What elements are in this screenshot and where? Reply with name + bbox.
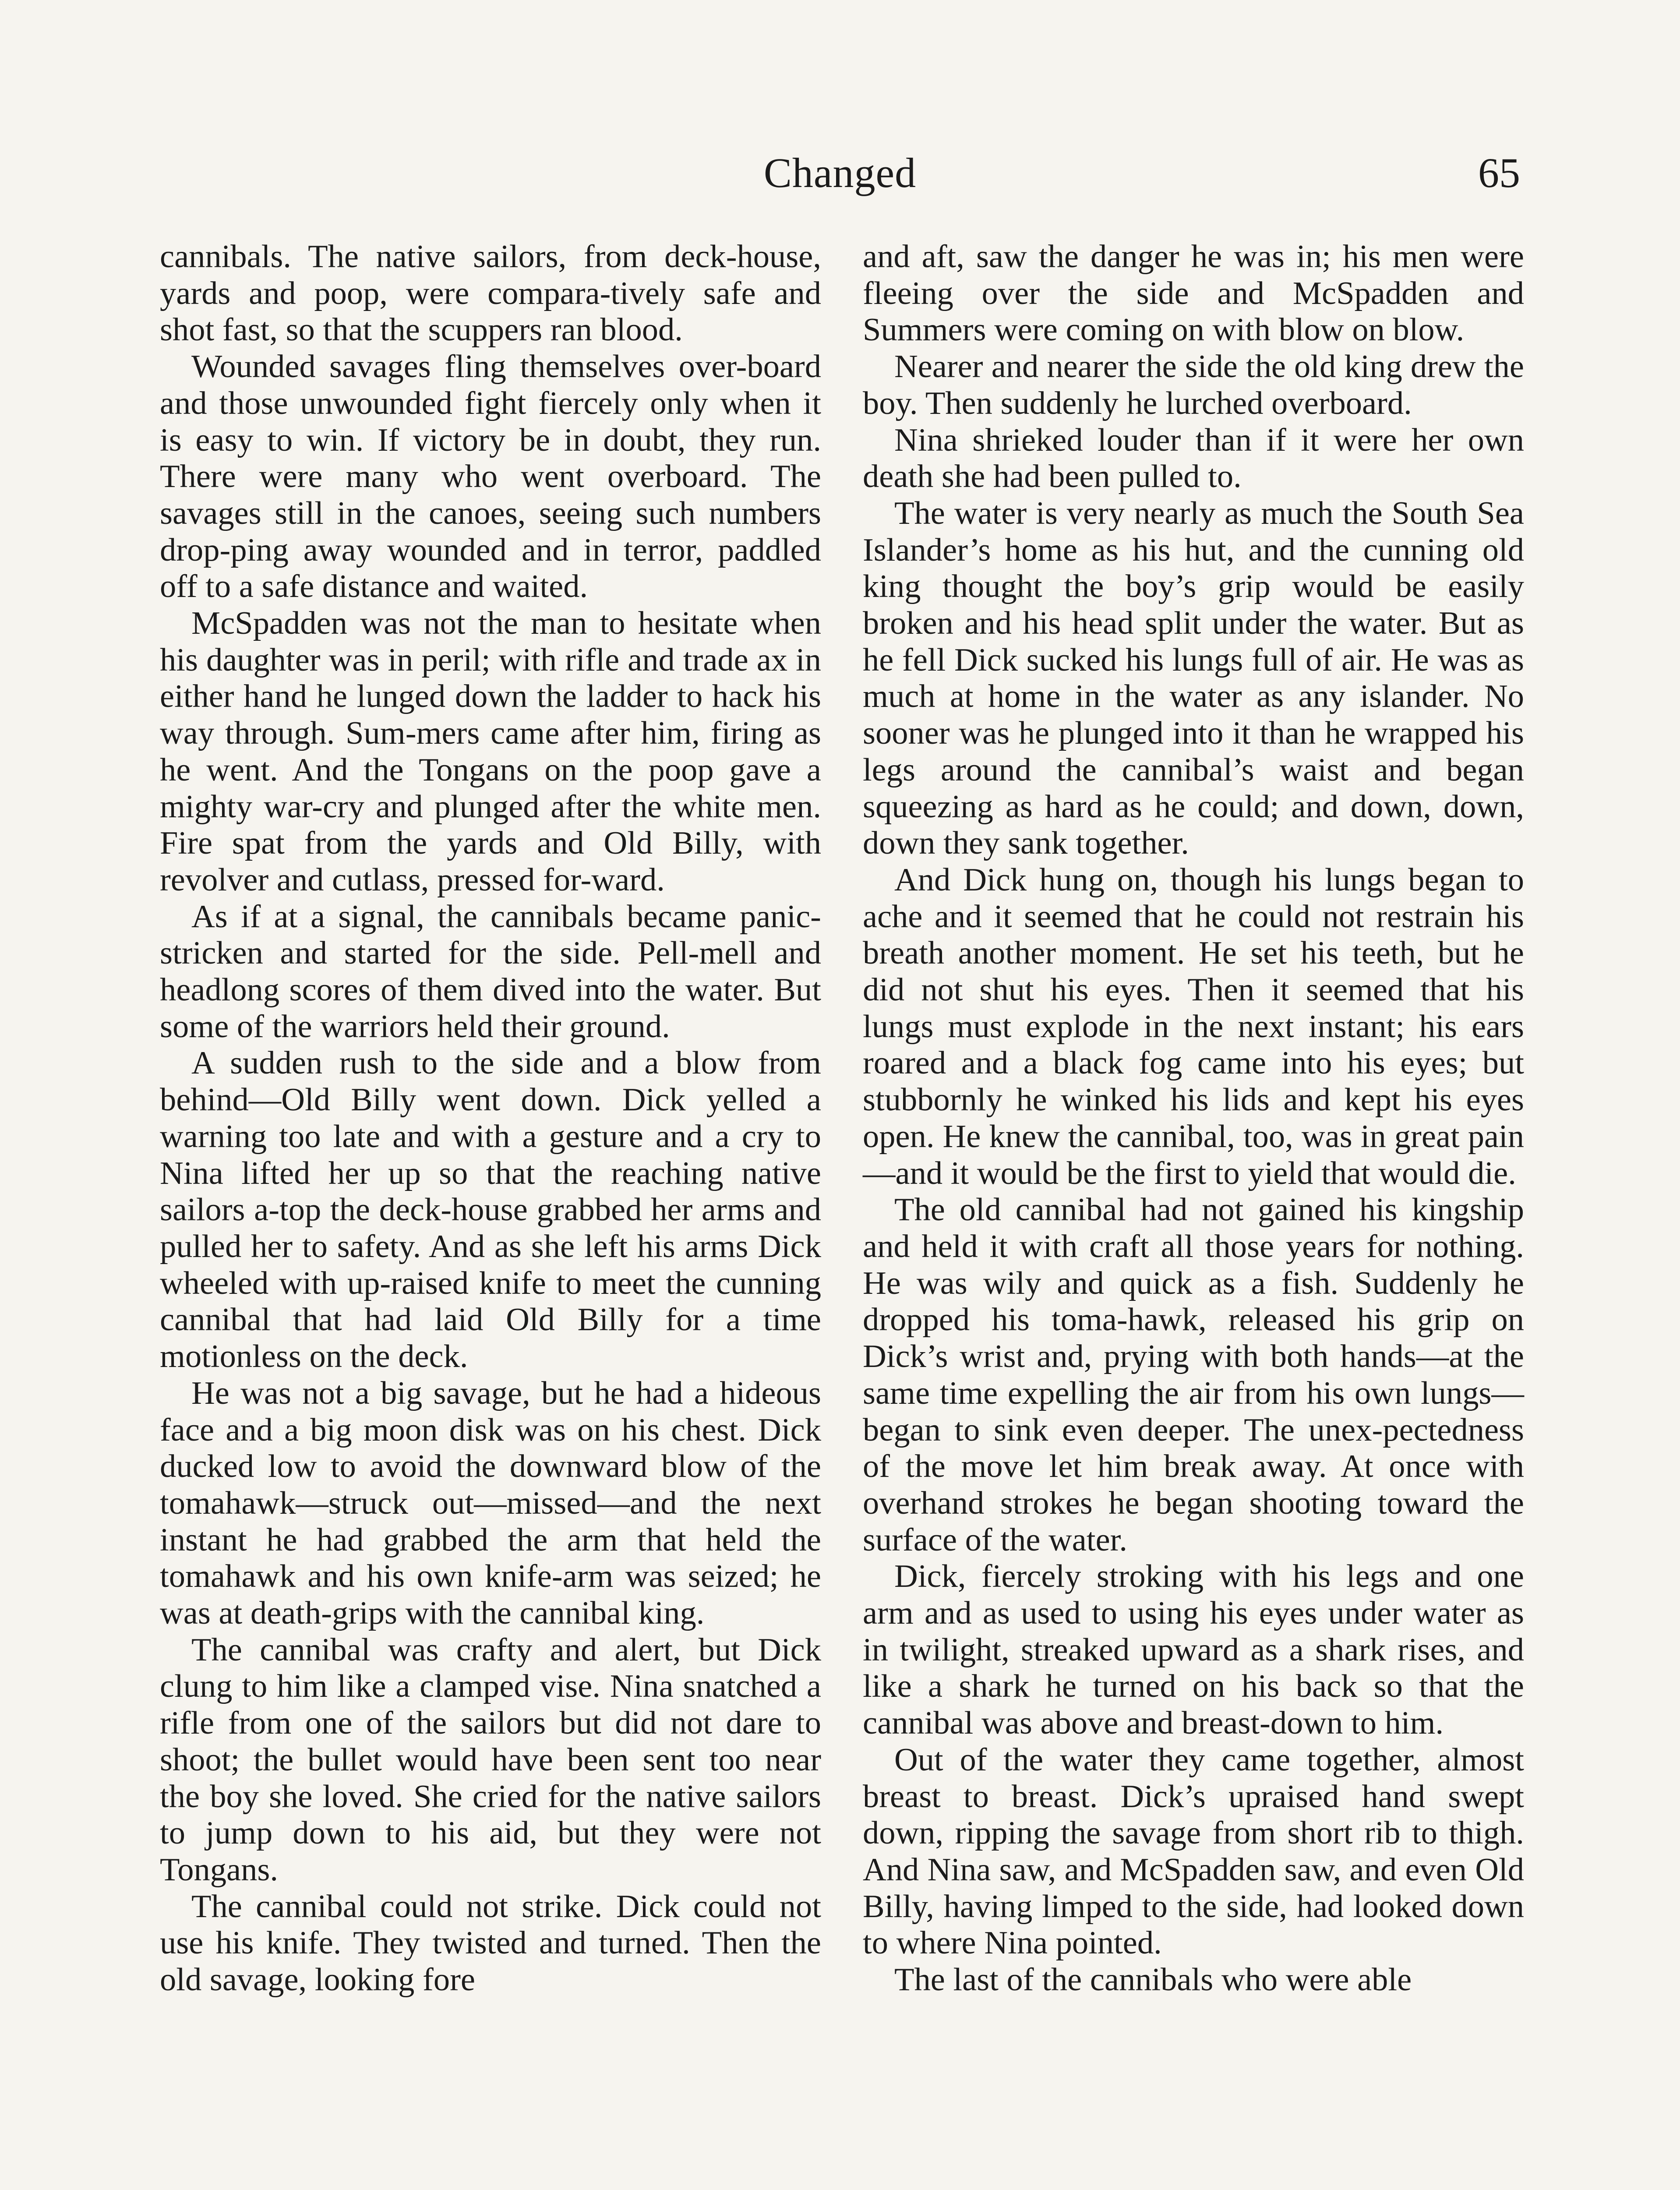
paragraph: Nearer and nearer the side the old king drew the boy. Then suddenly he lurched overboard. (863, 349, 1524, 421)
paragraph: A sudden rush to the side and a blow from behind—Old Billy went down. Dick yelled a warning too late and with a gesture and a cry to Nina lifted her up so that the reaching native sailors a-top the deck-house grabbed her arms and pulled her to safety. And as she left his arms Dick wheeled with up-raised knife to meet the cunning cannibal that had laid Old Billy for a time motionless on the deck. (160, 1045, 821, 1375)
running-title: Changed (763, 149, 917, 196)
paragraph: As if at a signal, the cannibals became panic-stricken and started for the side. Pell-mell and headlong scores of them dived into the water. But some of the warriors held their ground. (160, 898, 821, 1045)
paragraph: Out of the water they came together, almost breast to breast. Dick’s upraised hand swept down, ripping the savage from short rib to thigh. And Nina saw, and McSpadden saw, and even Old Billy, having limped to the side, had looked down to where Nina pointed. (863, 1741, 1524, 1961)
paragraph: Wounded savages fling themselves over-board and those unwounded fight fiercely only when it is easy to win. If victory be in doubt, they run. There were many who went overboard. The savages still in the canoes, seeing such numbers drop-ping away wounded and in terror, paddled off to a safe distance and waited. (160, 349, 821, 605)
paragraph: The last of the cannibals who were able (894, 1962, 1412, 1998)
paragraph: Dick, fiercely stroking with his legs and one arm and as used to using his eyes under water as in twilight, streaked upward as a shark rises, and like a shark he turned on his back so that the cannibal was above and breast-down to him. (863, 1558, 1524, 1741)
paragraph: The water is very nearly as much the South Sea Islander’s home as his hut, and the cunning old king thought the boy’s grip would be easily broken and his head split under the water. But as he fell Dick sucked his lungs full of air. He was as much at home in the water as any islander. No sooner was he plunged into it than he wrapped his legs around the cannibal’s waist and began squeezing as hard as he could; and down, down, down they sank together. (863, 495, 1524, 862)
right-text-column (863, 239, 1524, 1999)
page-header (0, 147, 1680, 199)
paragraph: The cannibal could not strike. Dick could not use his knife. They twisted and turned. Then the old savage, looking fore (160, 1888, 821, 1998)
paragraph: McSpadden was not the man to hesitate when his daughter was in peril; with rifle and trade ax in either hand he lunged down the ladder to hack his way through. Sum-mers came after him, firing as he went. And the Tongans on the poop gave a mighty war-cry and plunged after the white men. Fire spat from the yards and Old Billy, with revolver and cutlass, pressed for-ward. (160, 605, 821, 898)
page-number: 65 (1478, 149, 1520, 196)
paragraph: The cannibal was crafty and alert, but Dick clung to him like a clamped vise. Nina snatched a rifle from one of the sailors but did not dare to shoot; the bullet would have been sent too near the boy she loved. She cried for the native sailors to jump down to his aid, but they were not Tongans. (160, 1632, 821, 1888)
paragraph: The old cannibal had not gained his kingship and held it with craft all those years for nothing. He was wily and quick as a fish. Suddenly he dropped his toma-hawk, released his grip on Dick’s wrist and, prying with both hands—at the same time expelling the air from his own lungs—began to sink even deeper. The unex-pectedness of the move let him break away. At once with overhand strokes he began shooting toward the surface of the water. (863, 1192, 1524, 1558)
paragraph: And Dick hung on, though his lungs began to ache and it seemed that he could not restrain his breath another moment. He set his teeth, but he did not shut his eyes. Then it seemed that his lungs must explode in the next instant; his ears roared and a black fog came into his eyes; but stubbornly he winked his lids and kept his eyes open. He knew the cannibal, too, was in great pain—and it would be the first to yield that would die. (863, 862, 1524, 1191)
paragraph: cannibals. The native sailors, from deck-house, yards and poop, were compara-tively safe and shot fast, so that the scuppers ran blood. (160, 239, 821, 348)
paragraph: Nina shrieked louder than if it were her own death she had been pulled to. (863, 422, 1524, 495)
left-text-column (160, 239, 821, 1999)
paragraph: and aft, saw the danger he was in; his men were fleeing over the side and McSpadden and Summers were coming on with blow on blow. (863, 239, 1524, 348)
paragraph: He was not a big savage, but he had a hideous face and a big moon disk was on his chest. Dick ducked low to avoid the downward blow of the tomahawk—struck out—missed—and the next instant he had grabbed the arm that held the tomahawk and his own knife-arm was seized; he was at death-grips with the cannibal king. (160, 1375, 821, 1632)
